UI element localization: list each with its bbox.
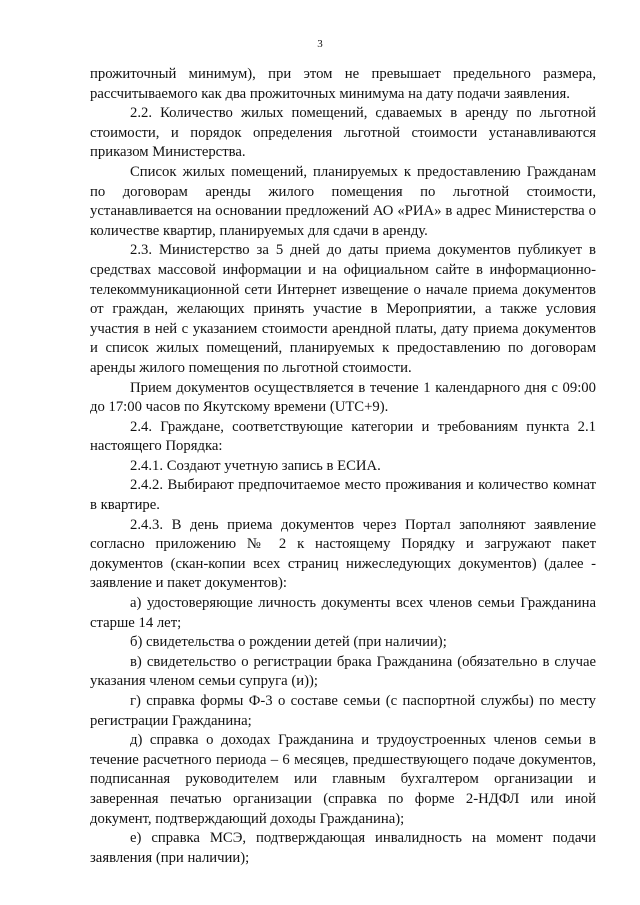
paragraph: 2.4.2. Выбирают предпочитаемое место проживания и количество комнат в квартире. bbox=[90, 477, 596, 514]
paragraph: Прием документов осуществляется в течение 1 календарного дня с 09:00 до 17:00 часов по Якутскому времени (UTC+9). bbox=[90, 379, 596, 416]
list-item: е) справка МСЭ, подтверждающая инвалидность на момент подачи заявления (при наличии); bbox=[90, 830, 596, 866]
paragraph: Список жилых помещений, планируемых к предоставлению Гражданам по договорам аренды жилого помещения по льготной стоимости, устанавливается на основании предложений АО «РИА» в адрес Министерства о количестве квартир, планируемых для сдачи в аренду. bbox=[90, 163, 596, 239]
list-item: а) удостоверяющие личность документы всех членов семьи Гражданина старше 14 лет; bbox=[90, 595, 596, 631]
paragraph: прожиточный минимум), при этом не превышает предельного размера, рассчитываемого как два прожиточных минимума на дату подачи заявления. bbox=[90, 66, 596, 102]
paragraph: 2.4.3. В день приема документов через Портал заполняют заявление согласно приложению № 2 к настоящему Порядку и загружают пакет документов (скан-копии всех страниц нижеследующих документов) (далее - заявление и пакет документов): bbox=[90, 516, 596, 592]
paragraph: 2.2. Количество жилых помещений, сдаваемых в аренду по льготной стоимости, и порядок определения льготной стоимости устанавливаются приказом Министерства. bbox=[90, 105, 596, 161]
paragraph: 2.4.1. Создают учетную запись в ЕСИА. bbox=[130, 457, 381, 474]
page-number: 3 bbox=[317, 38, 323, 50]
list-item: д) справка о доходах Гражданина и трудоустроенных членов семьи в течение расчетного периода – 6 месяцев, предшествующего подаче документов, подписанная руководителем или главным бухгалтером организации и заверенная печатью организации (справка по форме 2-НДФЛ или иной документ, подтверждающий доходы Гражданина); bbox=[90, 732, 596, 827]
paragraph: 2.4. Граждане, соответствующие категории и требованиям пункта 2.1 настоящего Порядка: bbox=[90, 418, 596, 455]
document-body bbox=[90, 65, 596, 868]
paragraph: 2.3. Министерство за 5 дней до даты приема документов публикует в средствах массовой информации и на официальном сайте в информационно-телекоммуникационной сети Интернет извещение о начале приема документов от граждан, желающих принять участие в Мероприятии, а также условия участия в ней с указанием стоимости арендной платы, дату приема документов и список жилых помещений, планируемых к предоставлению по договорам аренды жилого помещения по льготной стоимости. bbox=[90, 242, 596, 376]
list-item: г) справка формы Ф-3 о составе семьи (с паспортной службы) по месту регистрации Гражданина; bbox=[90, 693, 596, 729]
list-item: в) свидетельство о регистрации брака Гражданина (обязательно в случае указания членом семьи супруга (и)); bbox=[90, 653, 596, 690]
list-item: б) свидетельства о рождении детей (при наличии); bbox=[130, 634, 447, 651]
